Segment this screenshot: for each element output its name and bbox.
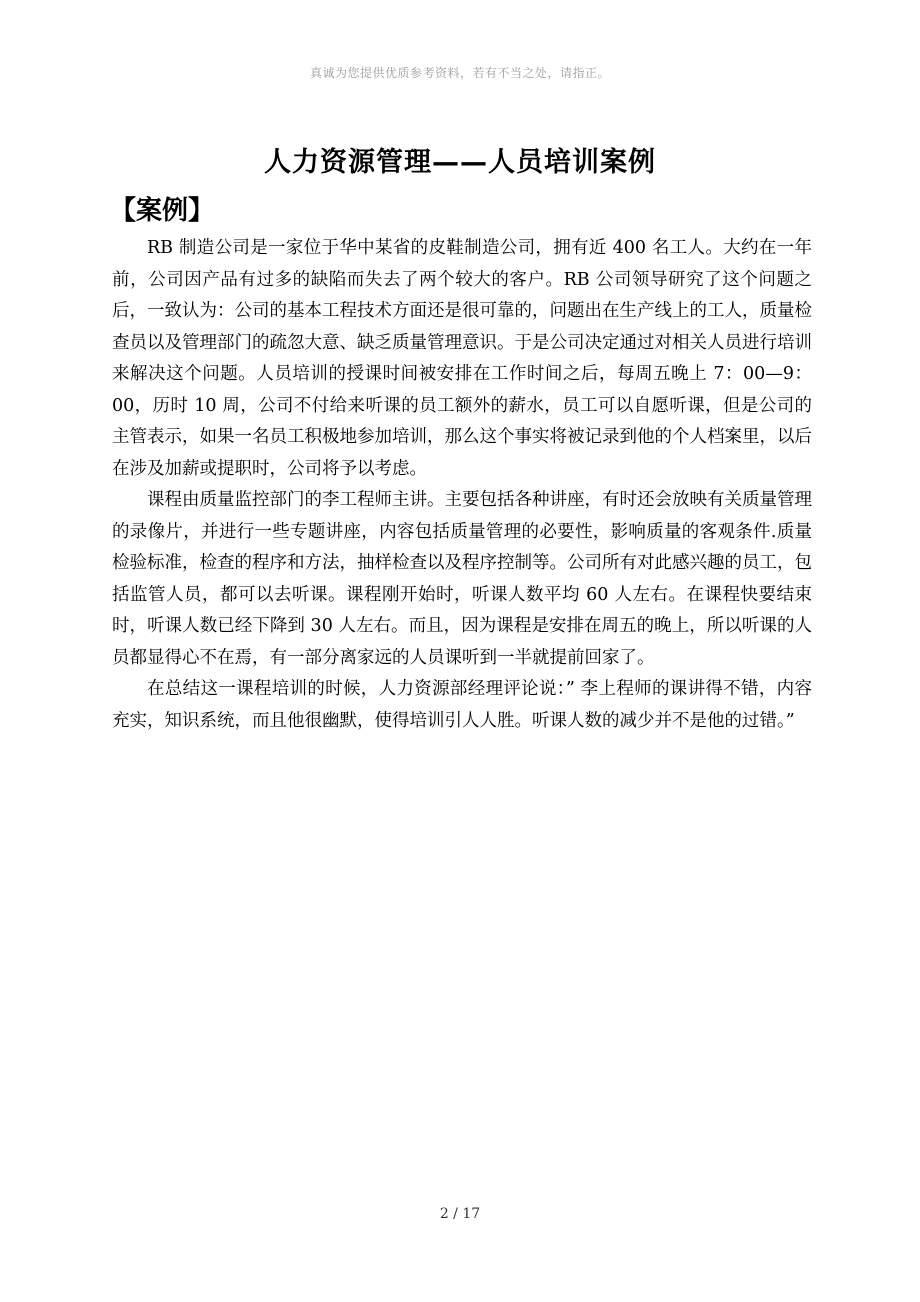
document-body [112, 233, 812, 737]
header-note: 真诚为您提供优质参考资料，若有不当之处，请指正。 [309, 66, 610, 80]
page-number: 2 / 17 [439, 1206, 481, 1222]
paragraph-2: 课程由质量监控部门的李工程师主讲。主要包括各种讲座，有时还会放映有关质量管理的录像片，并进行一些专题讲座，内容包括质量管理的必要性，影响质量的客观条件.质量检验标准，检查的程序和方法，抽样检查以及程序控制等。公司所有对此感兴趣的员工，包括监管人员，都可以去听课。课程刚开始时，听课人数平均 60 人左右。在课程快要结束时，听课人数已经下降到 30 人左右。而且，因为课程是安排在周五的晚上，所以听课的人员都显得心不在焉，有一部分离家远的人员课听到一半就提前回家了。 [112, 490, 812, 668]
document-title: 人力资源管理——人员培训案例 [264, 147, 656, 178]
section-heading: 【案例】 [110, 196, 215, 226]
paragraph-1: RB 制造公司是一家位于华中某省的皮鞋制造公司，拥有近 400 名工人。大约在一年前，公司因产品有过多的缺陷而失去了两个较大的客户。RB 公司领导研究了这个问题之后，一致认为：公司的基本工程技术方面还是很可靠的，问题出在生产线上的工人，质量检查员以及管理部门的疏忽大意、缺乏质量管理意识。于是公司决定通过对相关人员进行培训来解决这个问题。人员培训的授课时间被安排在工作时间之后，每周五晚上 7：00—9：00，历时 10 周，公司不付给来听课的员工额外的薪水，员工可以自愿听课，但是公司的主管表示，如果一名员工积极地参加培训，那么这个事实将被记录到他的个人档案里，以后在涉及加薪或提职时，公司将予以考虑。 [112, 238, 812, 479]
paragraph-3: 在总结这一课程培训的时候，人力资源部经理评论说：” 李上程师的课讲得不错，内容充实，知识系统，而且他很幽默，使得培训引人人胜。听课人数的减少并不是他的过错。” [112, 679, 812, 731]
